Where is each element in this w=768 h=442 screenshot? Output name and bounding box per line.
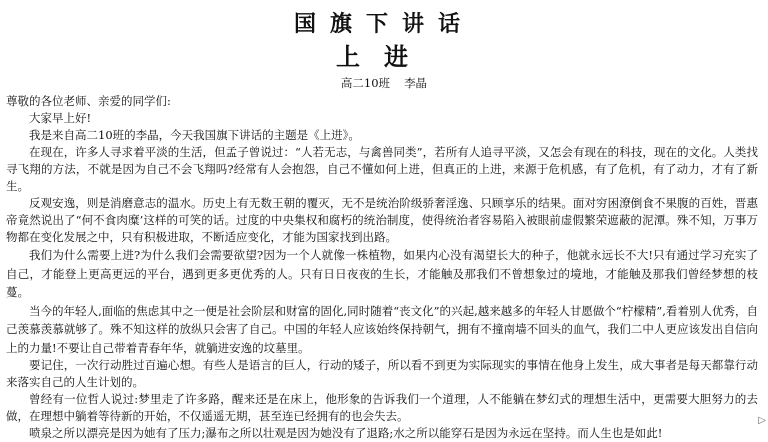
paragraph-philosopher: 曾经有一位哲人说过:梦里走了许多路，醒来还是在床上，他形象的告诉我们一个道理，人不能躺在梦幻式的理想生活中，更需要大胆努力的去做，在理想中躺着等待新的开始，不仅遥遥无期，甚至连已经拥有的也会失去。 [6, 392, 758, 423]
paragraph-comfort: 反观安逸，则是消磨意志的温水。历史上有无数王朝的覆灭，无不是统治阶级骄奢淫逸、只顾享乐的结果。面对穷困潦倒食不果腹的百姓，晋惠帝竟然说出了“何不食肉糜’这样的可笑的话。过度的中央集权和腐朽的统治制度，使得统治者容易陷入被眼前虚假繁荣遮蔽的泥潭。殊不知，万事万物都在变化发展之中，只有积极进取，不断适应变化，才能为国家找到出路。 [6, 196, 758, 244]
paragraph-greeting: 大家早上好! [29, 111, 92, 125]
paragraph-why-progress: 我们为什么需要上进?为什么我们会需要欲望?因为一个人就像一株植物，如果内心没有渴望长大的种子，他就永远长不大!只有通过学习充实了自己，才能登上更高更远的平台，遇到更多更优秀的人。只有日日夜夜的生长，才能触及那我们不曾想象过的境地，才能触及那我们曾经梦想的枝蔓。 [6, 248, 758, 299]
page-edge-marker-icon: ▷ [758, 415, 766, 426]
author-name: 李晶 [404, 76, 428, 90]
speech-body [6, 93, 758, 442]
paragraph-closing: 喷泉之所以漂亮是因为她有了压力;瀑布之所以壮观是因为她没有了退路;水之所以能穿石是因为永远在坚持。而人生也是如此! [29, 426, 663, 440]
byline [0, 75, 768, 91]
paragraph-action: 要记住，一次行动胜过百遍心想。有些人是语言的巨人，行动的矮子，所以看不到更为实际现实的事情在他身上发生，成大事者是每天都靠行动来落实自己的人生计划的。 [6, 358, 758, 389]
speech-title: 上进 [336, 43, 432, 71]
class-name: 高二10班 [340, 76, 391, 90]
speech-heading: 国旗下讲话 [293, 12, 474, 37]
paragraph-young-people: 当今的年轻人,面临的焦虑其中之一便是社会阶层和财富的固化,同时随着“丧文化”的兴起,越来越多的年轻人甘愿做个“柠檬精”,看着别人优秀，自己羡慕羡慕就够了。殊不知这样的放纵只会害了自己。中国的年轻人应该始终保持朝气，拥有不撞南墙不回头的血气，我们二中人更应该发出自信向上的力量!不要让自己带着青春年华，就躺进安逸的坟墓里。 [6, 303, 758, 355]
salutation: 尊敬的各位老师、亲爱的同学们: [6, 94, 171, 108]
paragraph-intro: 我是来自高二10班的李晶，今天我国旗下讲话的主题是《上进》。 [29, 128, 360, 142]
paragraph-crisis: 在现在，许多人寻求着平淡的生活，但孟子曾说过：“人若无志，与禽兽同类”，若所有人追寻平淡，又怎会有现在的科技，现在的文化。人类找寻飞翔的方法，不就是因为自己不会飞翔吗?经常有人会抱怨，自己不懂如何上进，但真正的上进，来源于危机感，有了危机，有了动力，才有了新生。 [6, 145, 758, 193]
